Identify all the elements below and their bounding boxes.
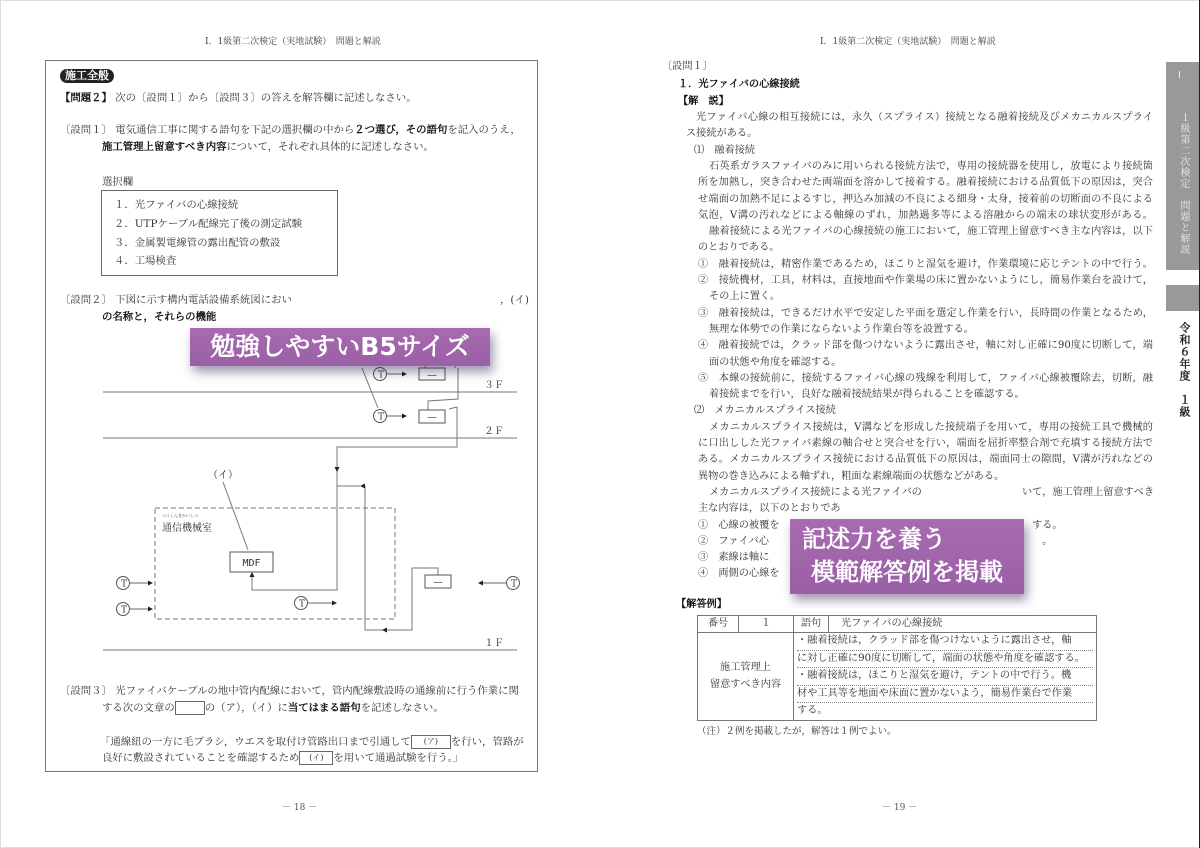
- list-item: 無理な体勢での作業にならないよう作業台等を設置する。: [709, 323, 974, 335]
- list-item: ① 心線の被覆を: [698, 519, 780, 531]
- problem-2-text: 次の〔設問１〕から〔設問３〕の答えを解答欄に記述しなさい。: [115, 92, 417, 104]
- category-badge: 施工全般: [60, 69, 114, 83]
- terminal-label: T: [510, 579, 518, 590]
- page-number-left: － 18 －: [282, 803, 318, 813]
- list-item: ⑤ 本線の接続前に，接続するファイバ心線の残線を利用して，ファイバ心線被覆除去，切断，融: [698, 372, 1153, 384]
- selection-item: ２．UTPケーブル配線完了後の測定試験: [114, 217, 302, 230]
- term-value: 光ファイバの心線接続: [829, 616, 1097, 633]
- floor-label-3f: ３Ｆ: [484, 380, 504, 391]
- q3-bold: 当てはまる語句: [287, 702, 361, 714]
- section-numeral: Ⅰ: [1178, 70, 1181, 81]
- question-1-heading: 〔設問１〕: [662, 61, 713, 72]
- text-line: 異物の巻き込みによる軸ずれ，粗面な素線端面の状態などがある。: [698, 470, 1005, 482]
- blank-a: (ア): [411, 735, 451, 749]
- question-3: [60, 683, 519, 700]
- list-item: ④ 両側の心線を: [698, 568, 780, 580]
- section-title: １級第二次検定 問題と解説: [1178, 112, 1189, 255]
- selection-item: １．光ファイバの心線接続: [114, 199, 239, 211]
- box-label: ―: [427, 371, 437, 381]
- text-fragment: いて，施工管理上留意すべき: [1022, 486, 1155, 498]
- q1-text: について，それぞれ具体的に記述しなさい。: [226, 141, 434, 153]
- terminal-label: T: [120, 605, 128, 616]
- selection-item: ４．工場検査: [114, 255, 177, 268]
- list-item: ③ 融着接続は，できるだけ水平で安定した平面を選定し作業を行い，長時間の作業となるため，: [698, 307, 1153, 319]
- content-line: する。: [797, 705, 828, 716]
- blank-b: (イ): [299, 751, 333, 765]
- text-line: 気泡，V溝の汚れなどによる軸線のずれ，加熱過多等による溶融からの端末の球状変形がある。: [698, 209, 1153, 221]
- leader-line-i: [223, 482, 248, 550]
- content-label: [698, 633, 794, 721]
- mdf-label: MDF: [242, 558, 261, 569]
- content-line: ・融着接続は，クラッド部を傷つけないように露出させ，軸: [797, 633, 1093, 651]
- terminal-label: T: [298, 599, 306, 610]
- q2-text: ，(イ): [500, 294, 529, 306]
- text-line: のとおりである。: [698, 242, 780, 254]
- year-text: 令和６年度: [1178, 322, 1191, 382]
- sentence-text: 「通線紐の一方に毛ブラシ，ウエスを取付け管路出口まで引通して: [100, 736, 411, 748]
- list-item: ② 接続機材，工具，材料は，直接地面や作業場の床に置かないようにし，簡易作業台を設けて，: [698, 275, 1153, 286]
- term-label: 語句: [794, 616, 829, 633]
- number-label: 番号: [698, 616, 739, 633]
- answer-table: [697, 615, 1097, 721]
- text-line: に口出しした光ファイバ素線の軸合せと突合せを行い，端面を屈折率整合剤で充填する接続方法で: [698, 438, 1153, 449]
- q3-text: を記述しなさい。: [360, 702, 444, 714]
- number-value: １: [739, 616, 794, 633]
- list-item: ③ 素線は軸に: [698, 552, 770, 564]
- label-i: （イ）: [208, 470, 238, 481]
- year-tab[interactable]: [1166, 285, 1200, 311]
- q3-text: する次の文章の: [102, 702, 175, 714]
- answer-example-heading: 【解答例】: [676, 599, 727, 610]
- list-item: ② ファイバ心: [698, 535, 769, 547]
- q3-text: の（ア），（イ）に: [204, 702, 288, 714]
- q2-bold: の名称と，それらの: [102, 311, 196, 323]
- list-item: 着接続までを行い，良好な融着接続結果が得られることを確認する。: [709, 389, 1025, 401]
- floor-label-2f: ２Ｆ: [484, 426, 504, 437]
- table-note: （注）２例を掲載したが，解答は１例でよい。: [697, 726, 897, 737]
- text-line: 所を加熱し，突き合わせた両端面を溶かして接着する。融着接続における品質低下の原因は，突合: [698, 177, 1153, 189]
- trunk-cable: [252, 407, 457, 590]
- q2-text: 下図に示す構内電話設備系統図におい: [115, 294, 292, 306]
- text-line: ある。メカニカルスプライス接続における品質低下の原因は，端面同士の隙間，V溝が汚れなどの: [698, 454, 1153, 466]
- model-answer-sticker: [790, 519, 1024, 594]
- text-line: 主な内容は，以下のとおりであ: [698, 503, 841, 515]
- q1-bold: 施工管理上留意すべき内容: [102, 141, 227, 153]
- q1-bold: ２つ選び，その語句: [354, 124, 448, 136]
- q2-bold: 機能: [195, 311, 217, 323]
- q1-text: を記入のうえ，: [447, 124, 521, 136]
- answer-title: １．光ファイバの心線接続: [678, 79, 800, 90]
- section-tab[interactable]: [1166, 62, 1200, 270]
- terminal-label: T: [377, 370, 385, 381]
- running-header-right: Ⅰ．1級第二次検定（実地試験） 問題と解説: [820, 37, 996, 47]
- text-line: せ端面の加熱不足によるすじ，押込み加減の不良による細身・太身，接着前の切断面の不良による: [698, 193, 1153, 205]
- text-line: 光ファイバ心線の相互接続には，永久（スプライス）接続となる融着接続及びメカニカルスプライ: [696, 112, 1153, 123]
- text-fragment: メカニカルスプライス接続による光ファイバの: [709, 486, 922, 498]
- subheading: ⑴ 融着接続: [694, 144, 756, 156]
- fill-in-sentence-line2: [102, 750, 463, 767]
- sticker-line: 記述力を養う: [802, 525, 946, 553]
- content-line: ・融着接続は，ほこりと湿気を避け，テントの中で行う。機: [797, 668, 1093, 686]
- terminal-label: T: [120, 579, 128, 590]
- question-3-line2: [102, 700, 444, 717]
- terminal-label: T: [377, 412, 385, 423]
- selection-title: 選択欄: [102, 176, 134, 188]
- year-label: [1176, 322, 1192, 418]
- explanation-heading: 【解 説】: [678, 96, 729, 107]
- text-line: メカニカルスプライス接続は，V溝などを形成した接続端子を用いて，専用の接続工具で機械的: [709, 421, 1153, 433]
- text-line: ス接続がある。: [686, 128, 758, 140]
- room-ruby: つうしんきかいしつ: [162, 513, 198, 518]
- running-header-left: Ⅰ．1級第二次検定（実地試験） 問題と解説: [205, 37, 381, 47]
- problem-2-heading: 【問題２】: [60, 92, 112, 104]
- box-label: ―: [427, 413, 437, 423]
- list-item: ④ 融着接続では，クラッド部を傷つけないように露出させ，軸に対し正確に90度に切断して，端: [698, 340, 1153, 352]
- equipment-room-label: 通信機械室: [162, 523, 212, 534]
- list-item: 面の状態や角度を確認する。: [709, 356, 842, 368]
- sentence-text: 良好に敷設されていることを確認するため: [102, 752, 300, 764]
- question-1-label: 〔設問１〕: [60, 124, 112, 136]
- selection-item: ３．金属製電線管の露出配管の敷設: [114, 236, 281, 249]
- q1-text: 電気通信工事に関する語句を下記の選択欄の中から: [115, 124, 355, 136]
- list-item: その上に置く。: [709, 291, 781, 303]
- grade-text: １級: [1178, 394, 1191, 418]
- label-line: 留意すべき内容: [709, 679, 782, 691]
- b5-size-sticker: 勉強しやすいB5サイズ: [190, 328, 490, 366]
- sticker-line: 模範解答例を掲載: [811, 558, 1003, 586]
- text-line: 融着接続による光ファイバの心線接続の施工において，施工管理上留意すべき主な内容は，以下: [709, 226, 1153, 238]
- text-line: 石英系ガラスファイバのみに用いられる接続方法で，専用の接続器を使用し，放電により接続箇: [709, 160, 1153, 172]
- q3-text: 光ファイバケーブルの地中管内配線において，管内配線敷設時の通線前に行う作業に関: [115, 685, 519, 697]
- text-fragment: 。: [1042, 535, 1053, 547]
- floor-label-1f: １Ｆ: [484, 638, 504, 649]
- label-line: 施工管理上: [720, 662, 771, 674]
- question-3-label: 〔設問３〕: [60, 685, 112, 697]
- text-fragment: する。: [1032, 519, 1063, 531]
- question-2-label: 〔設問２〕: [60, 294, 112, 306]
- sentence-text: を行い，管路が: [450, 736, 524, 748]
- content-cell: [794, 633, 1097, 721]
- content-line: 材や工具等を地面や床面に置かないよう，簡易作業台で作業: [797, 686, 1093, 704]
- sentence-text: を用いて通過試験を行う。」: [333, 752, 464, 764]
- subheading: ⑵ メカニカルスプライス接続: [694, 405, 836, 417]
- list-item: ① 融着接続は，精密作業であるため，ほこりと湿気を避け，作業環境に応じテントの中で行う。: [698, 258, 1153, 270]
- box-label: ―: [433, 578, 443, 588]
- blank-box: [175, 701, 205, 715]
- fill-in-sentence: [100, 734, 524, 751]
- content-line: に対し正確に90度に切断して，端面の状態や角度を確認する。: [797, 651, 1093, 669]
- page-number-right: － 19 －: [882, 803, 918, 813]
